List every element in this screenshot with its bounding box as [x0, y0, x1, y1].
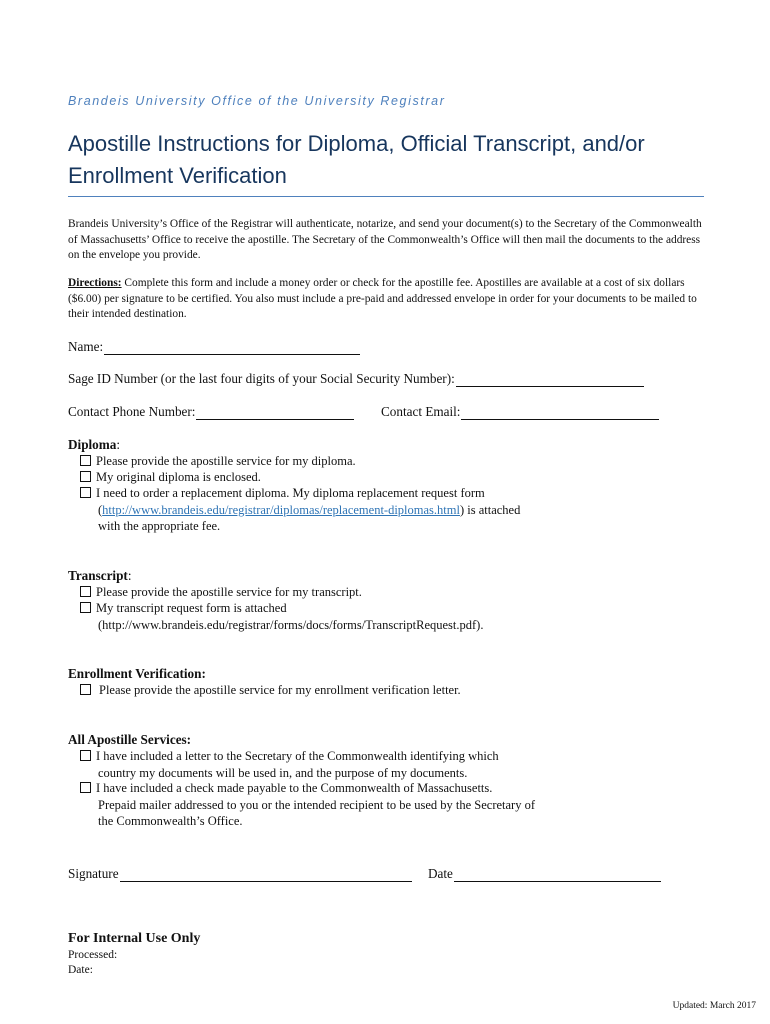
sage-id-label: Sage ID Number (or the last four digits of your Social Security Number): — [68, 371, 455, 386]
name-label: Name: — [68, 339, 104, 354]
enrollment-service-checkbox[interactable] — [80, 684, 91, 695]
intro-paragraph: Brandeis University’s Office of the Registrar will authenticate, notarize, and send your document(s) to the Secretary of the Commonwealth of Massachusetts’ Office to receive the apostille. The Secretary of the Commonwealth’s Office will then mail the documents to the address on the envelope you provide. — [68, 218, 702, 261]
signature-label: Signature — [68, 866, 119, 881]
transcript-option-service[interactable]: Please provide the apostille service for my transcript. — [80, 584, 640, 601]
phone-input-line[interactable] — [196, 406, 354, 420]
enrollment-option-service[interactable]: Please provide the apostille service for my enrollment verification letter. — [80, 682, 640, 699]
email-input-line[interactable] — [461, 406, 659, 420]
transcript-form-checkbox[interactable] — [80, 602, 91, 613]
all-services-heading: All Apostille Services: — [68, 732, 192, 747]
name-input-line[interactable] — [104, 341, 360, 355]
date-input-line[interactable] — [454, 868, 661, 882]
replacement-diploma-link[interactable]: http://www.brandeis.edu/registrar/diplomas/replacement-diplomas.html — [102, 502, 460, 517]
date-field[interactable] — [428, 866, 661, 882]
internal-date-label: Date: — [68, 964, 93, 976]
transcript-service-checkbox[interactable] — [80, 586, 91, 597]
all-services-option-letter[interactable]: I have included a letter to the Secretary of the Commonwealth identifying which country my documents will be used in, and the purpose of my documents. — [80, 748, 640, 781]
diploma-service-checkbox[interactable] — [80, 455, 91, 466]
name-field[interactable] — [68, 339, 360, 355]
signature-input-line[interactable] — [120, 868, 412, 882]
diploma-option-service[interactable]: Please provide the apostille service for my diploma. — [80, 453, 640, 470]
sage-id-field[interactable] — [68, 371, 644, 387]
updated-date: Updated: March 2017 — [672, 1001, 756, 1011]
email-field[interactable] — [381, 404, 659, 420]
all-services-option-check[interactable]: I have included a check made payable to the Commonwealth of Massachusetts. Prepaid mailer addressed to you or the intended recipient to be used by the Secretary of the Commonwealth’s Office. — [80, 780, 640, 830]
diploma-replacement-checkbox[interactable] — [80, 487, 91, 498]
phone-field[interactable] — [68, 404, 354, 420]
email-label: Contact Email: — [381, 404, 461, 419]
diploma-heading: Diploma: — [68, 437, 121, 452]
diploma-enclosed-checkbox[interactable] — [80, 471, 91, 482]
directions-paragraph — [68, 276, 708, 323]
title-divider — [68, 196, 704, 197]
directions-text: Complete this form and include a money order or check for the apostille fee. Apostilles are available at a cost of six dollars ($6.00) per signature to be certified. You also must include a pre-paid and addressed envelope in order for your documents to be mailed to their intended destination. — [68, 277, 697, 320]
date-label: Date — [428, 866, 453, 881]
transcript-option-form[interactable]: My transcript request form is attached (http://www.brandeis.edu/registrar/forms/docs/forms/TranscriptRequest.pdf). — [80, 600, 640, 633]
page-title: Apostille Instructions for Diploma, Official Transcript, and/or Enrollment Verification — [68, 131, 645, 188]
diploma-option-replacement[interactable]: I need to order a replacement diploma. My diploma replacement request form (http://www.brandeis.edu/registrar/diplomas/replacement-diplomas.html) is attached with the appropriate fee. — [80, 485, 640, 535]
sage-id-input-line[interactable] — [456, 373, 644, 387]
transcript-heading: Transcript: — [68, 568, 132, 583]
directions-label: Directions: — [68, 277, 122, 289]
diploma-option-enclosed[interactable]: My original diploma is enclosed. — [80, 469, 640, 486]
internal-use-heading: For Internal Use Only — [68, 931, 201, 946]
letter-checkbox[interactable] — [80, 750, 91, 761]
check-payment-checkbox[interactable] — [80, 782, 91, 793]
processed-label: Processed: — [68, 949, 118, 961]
phone-label: Contact Phone Number: — [68, 404, 196, 419]
signature-field[interactable] — [68, 866, 412, 882]
enrollment-heading: Enrollment Verification: — [68, 666, 206, 681]
page-header: Brandeis University Office of the University Registrar — [68, 94, 446, 108]
